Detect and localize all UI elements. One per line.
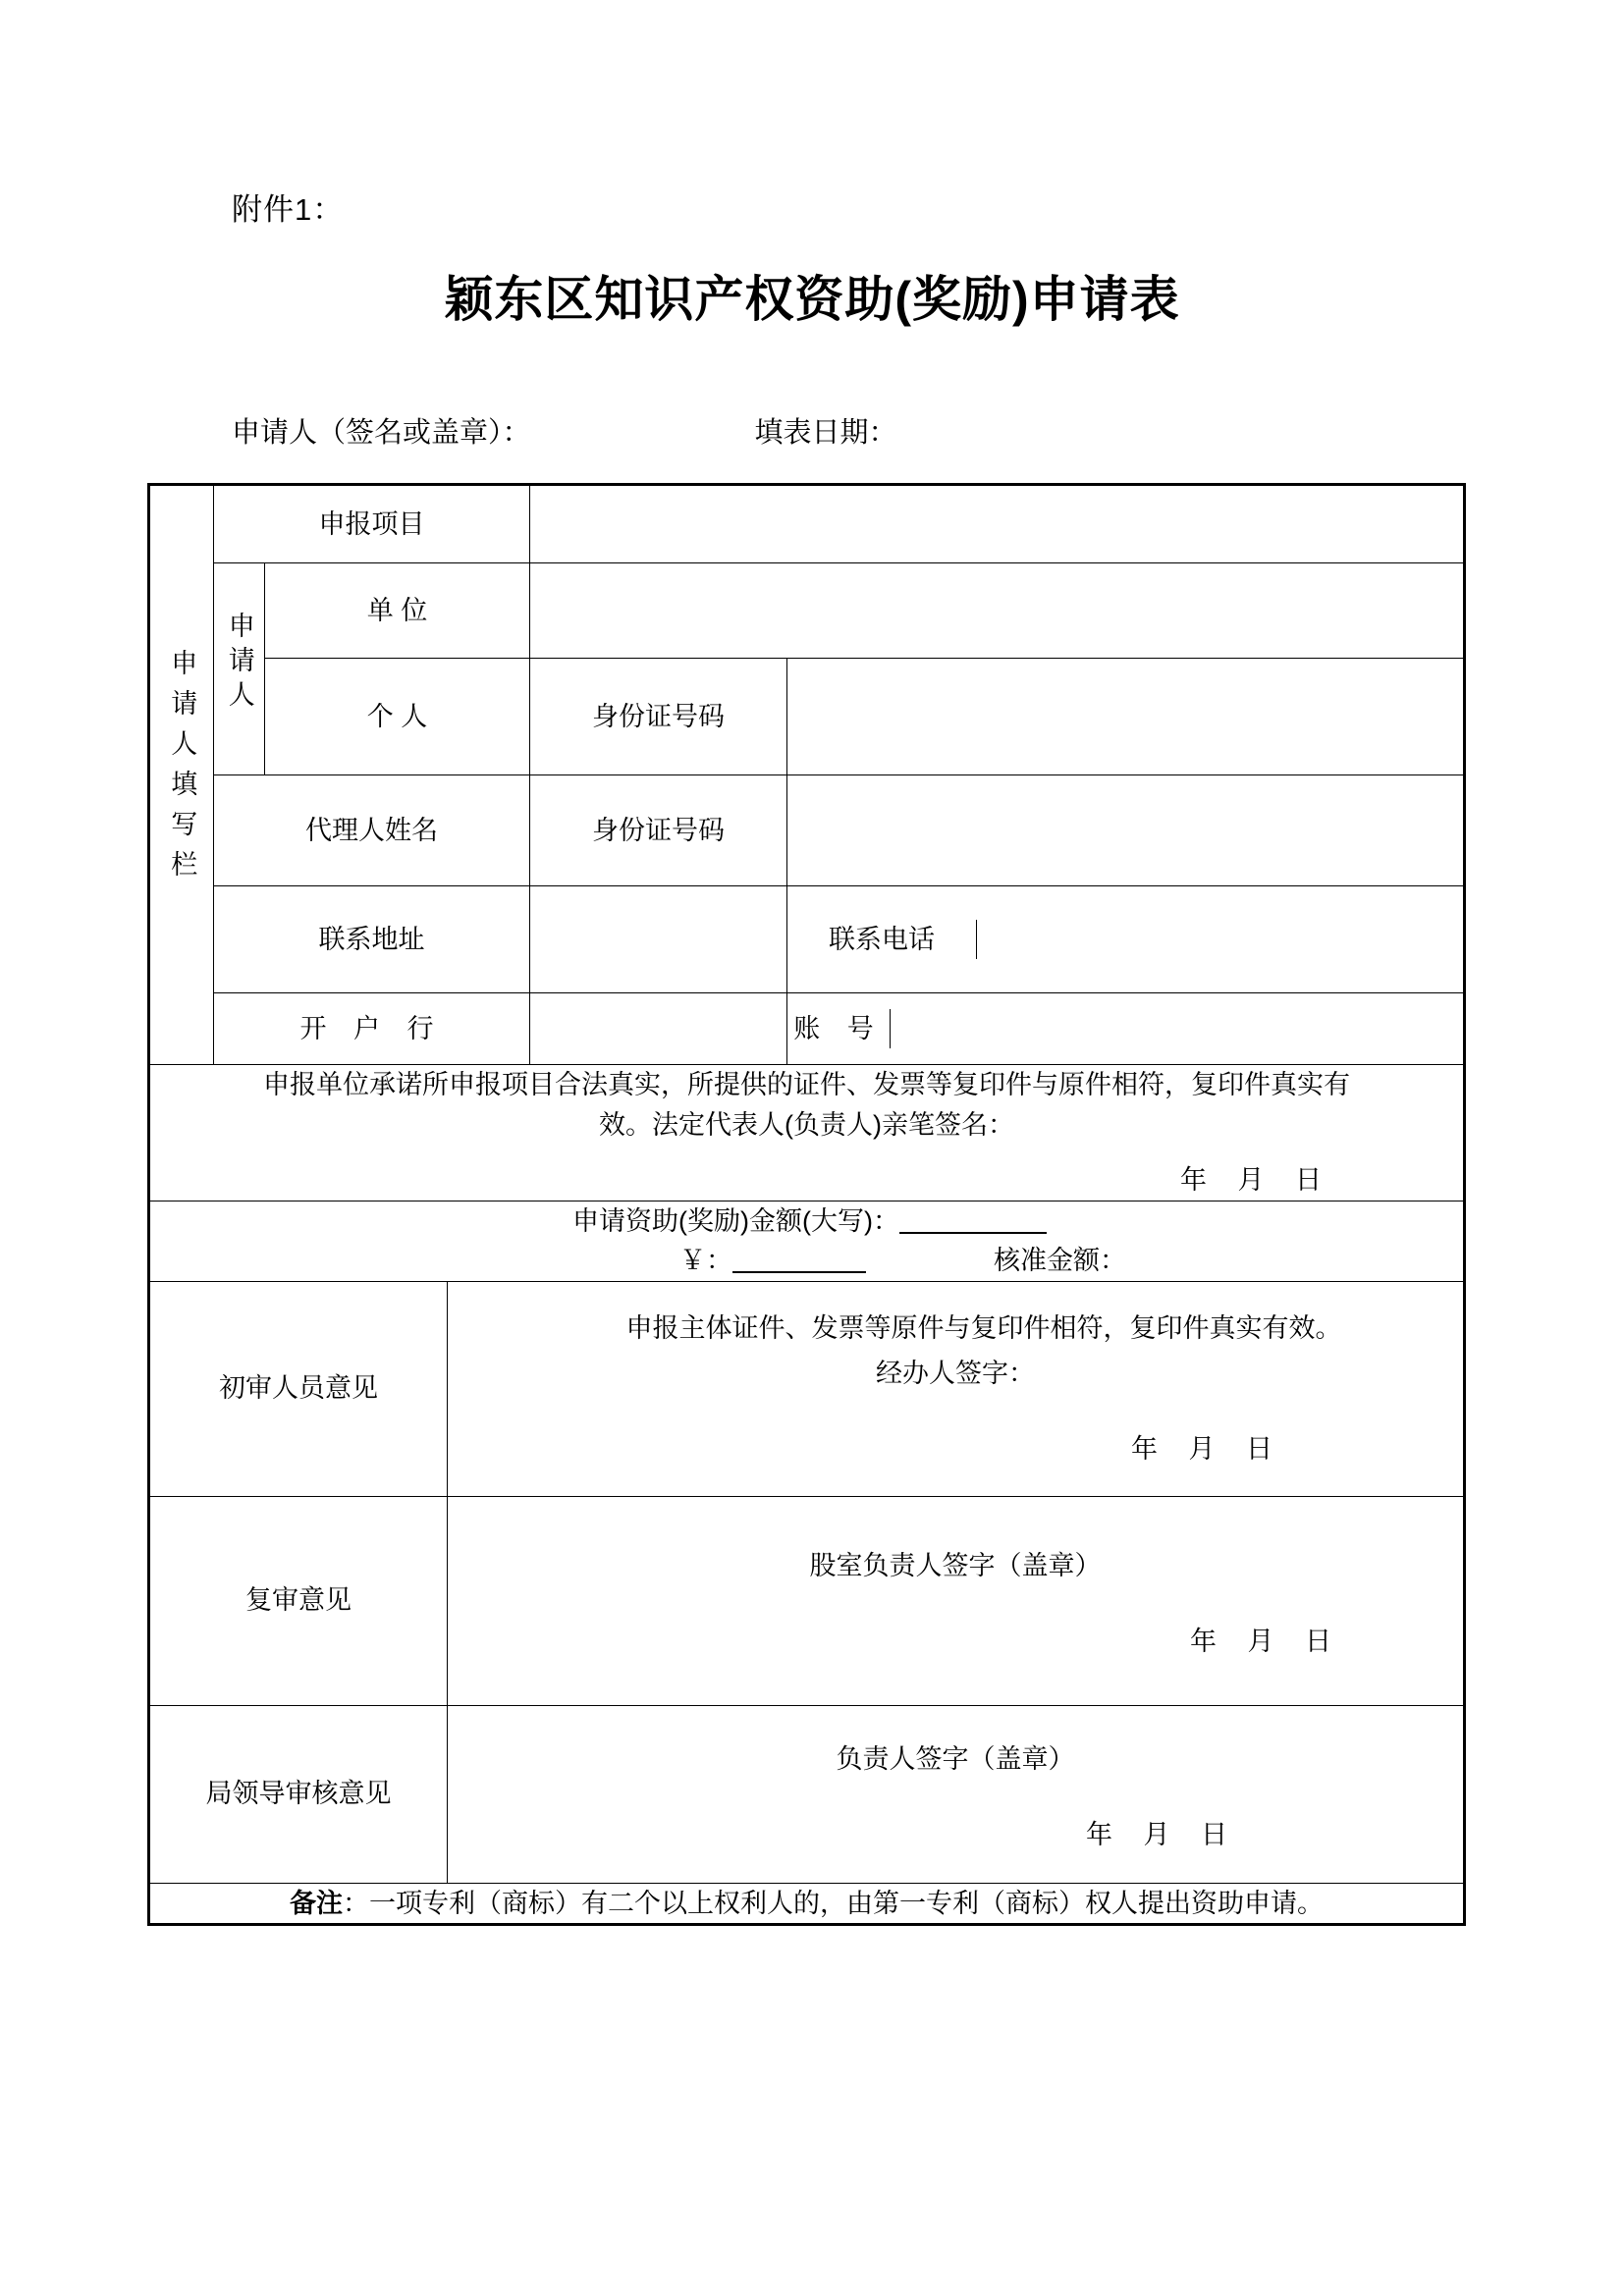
contact-phone-grid	[787, 920, 1463, 960]
director-review-body	[448, 1705, 1465, 1883]
page-title: 颖东区知识产权资助(奖励)申请表	[444, 272, 1180, 327]
commitment-date[interactable]: 年 月 日	[1180, 1165, 1334, 1195]
amount-capital-row	[150, 1201, 1463, 1242]
commitment-cell	[149, 1065, 1465, 1201]
second-review-signature-label[interactable]: 股室负责人签字（盖章）	[809, 1551, 1102, 1580]
first-review-statement: 申报主体证件、发票等原件与复印件相符，复印件真实有效。	[625, 1312, 1342, 1343]
table-row-individual	[149, 659, 1465, 775]
first-review-signature-label[interactable]: 经办人签字：	[876, 1359, 1035, 1389]
remark-cell	[149, 1883, 1465, 1925]
applicant-group-label-text: 申请人	[224, 612, 254, 716]
value-declared-project[interactable]	[530, 485, 1465, 563]
commitment-line-1: 申报单位承诺所申报项目合法真实，所提供的证件、发票等复印件与原件相符，复印件真实有	[263, 1070, 1350, 1099]
application-form-table	[147, 483, 1466, 1926]
table-row-first-review	[149, 1281, 1465, 1496]
id-number-boxes-agent[interactable]	[787, 775, 1465, 886]
table-row-agent	[149, 775, 1465, 886]
remark-text: ：一项专利（商标）有二个以上权利人的，由第一专利（商标）权人提出资助申请。	[343, 1888, 1324, 1918]
label-declared-project: 申报项目	[214, 485, 530, 563]
amount-yuan-input[interactable]	[732, 1271, 866, 1273]
account-grid	[787, 1009, 1463, 1049]
fill-date-label: 填表日期：	[754, 417, 897, 449]
amount-yuan-row	[150, 1241, 1463, 1281]
table-row-remark	[149, 1883, 1465, 1925]
second-review-date[interactable]: 年 月 日	[1190, 1626, 1344, 1656]
label-amount-yuan: ￥：	[679, 1246, 732, 1275]
label-approved-amount: 核准金额：	[994, 1246, 1126, 1275]
first-review-date[interactable]: 年 月 日	[1131, 1433, 1285, 1464]
table-row-bank	[149, 993, 1465, 1065]
amount-capital-input[interactable]	[899, 1232, 1047, 1234]
applicant-signature-label: 申请人（签名或盖章）：	[232, 417, 531, 449]
value-bank[interactable]	[530, 993, 787, 1065]
label-bank: 开 户 行	[214, 993, 530, 1065]
label-first-review: 初审人员意见	[149, 1281, 448, 1496]
table-row-declared-project	[149, 485, 1465, 563]
first-review-body	[448, 1281, 1465, 1496]
side-label-text: 申请人填写栏	[167, 648, 197, 890]
label-id-number-agent: 身份证号码	[530, 775, 787, 886]
label-director-review: 局领导审核意见	[149, 1705, 448, 1883]
director-review-date[interactable]: 年 月 日	[1086, 1819, 1240, 1849]
account-wrap	[787, 993, 1465, 1065]
value-unit[interactable]	[530, 563, 1465, 659]
label-amount-capital: 申请资助(奖励)金额(大写)：	[572, 1205, 899, 1236]
value-contact-phone[interactable]	[977, 920, 1464, 960]
contact-phone-wrap	[787, 886, 1465, 993]
label-unit: 单 位	[265, 563, 530, 659]
label-contact-phone: 联系电话	[787, 920, 977, 960]
table-row-commitment	[149, 1065, 1465, 1201]
label-individual: 个 人	[265, 659, 530, 775]
remark-prefix: 备注	[290, 1888, 343, 1918]
table-row-unit	[149, 563, 1465, 659]
director-review-signature-label[interactable]: 负责人签字（盖章）	[836, 1744, 1075, 1774]
table-row-director-review	[149, 1705, 1465, 1883]
signature-date-line	[232, 410, 1469, 451]
label-contact-address: 联系地址	[214, 886, 530, 993]
amount-cell	[149, 1201, 1465, 1281]
label-second-review: 复审意见	[149, 1496, 448, 1705]
label-agent-name: 代理人姓名	[214, 775, 530, 886]
value-contact-address[interactable]	[530, 886, 787, 993]
table-row-amount	[149, 1201, 1465, 1281]
commitment-line-2: 效。法定代表人(负责人)亲笔签名：	[599, 1109, 1014, 1140]
table-row-contact	[149, 886, 1465, 993]
attachment-label: 附件1：	[232, 192, 345, 227]
label-id-number-individual: 身份证号码	[530, 659, 787, 775]
applicant-group-label-cell	[214, 563, 265, 775]
table-row-second-review	[149, 1496, 1465, 1705]
value-account[interactable]	[891, 1009, 1464, 1049]
side-label-cell	[149, 485, 214, 1065]
id-number-boxes-individual[interactable]	[787, 659, 1465, 775]
second-review-body	[448, 1496, 1465, 1705]
label-account: 账 号	[787, 1009, 891, 1049]
